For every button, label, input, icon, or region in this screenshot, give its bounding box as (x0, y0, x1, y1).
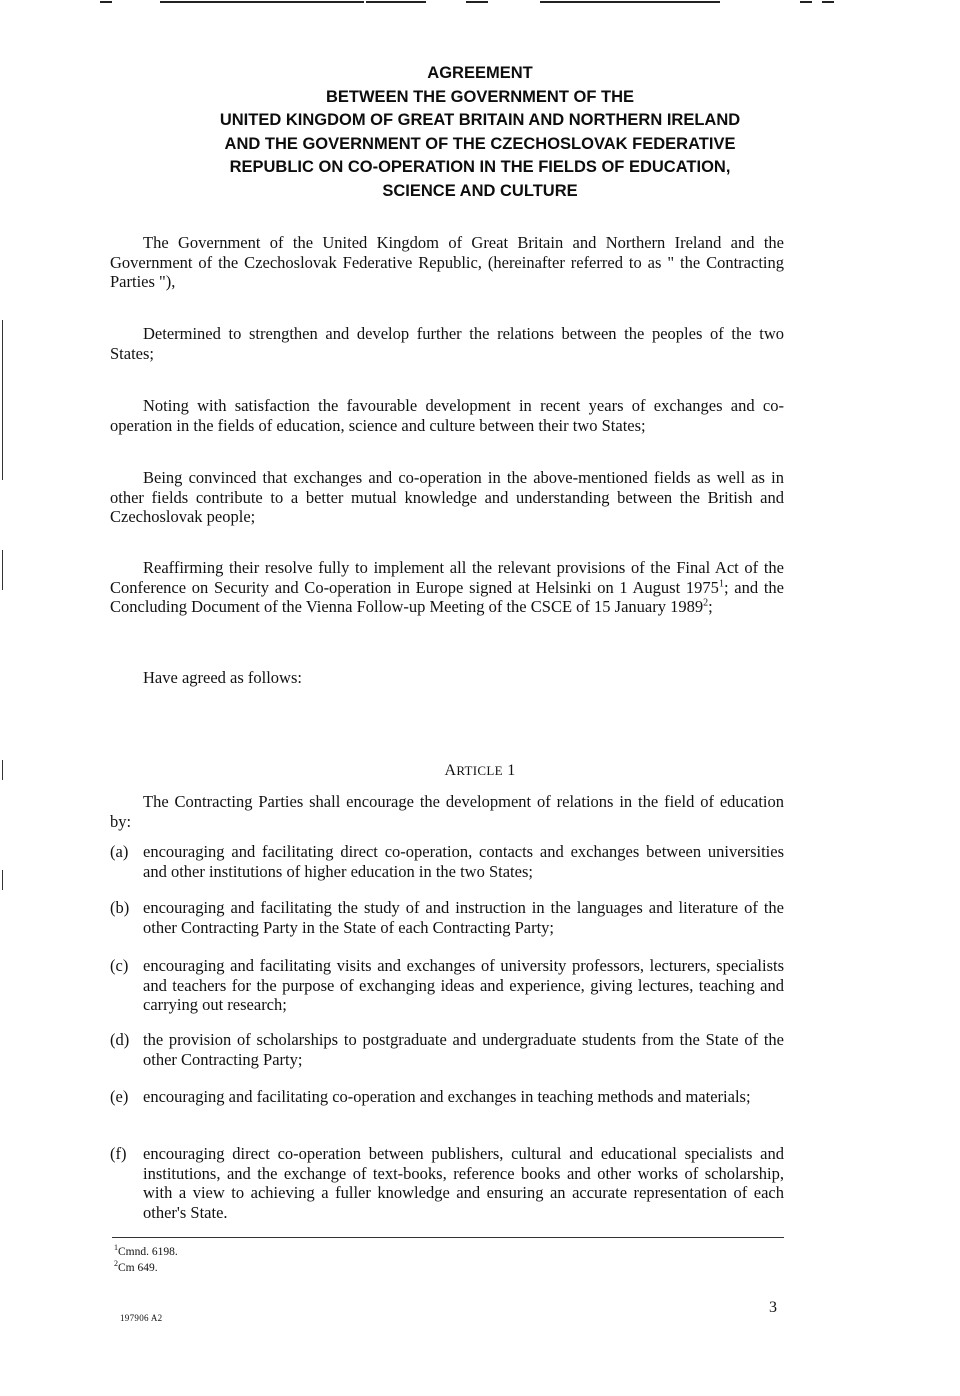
article-title: ARTICLE 1 (444, 762, 516, 779)
heading-line: UNITED KINGDOM OF GREAT BRITAIN AND NORTHERN IRELAND (219, 111, 741, 129)
preamble-paragraph-noting: Noting with satisfaction the favourable development in recent years of exchanges and co-operation in the fields of education, science and culture between their two States; (110, 396, 784, 435)
footnote-ref: 1 (718, 578, 724, 589)
heading-line: AGREEMENT (427, 64, 533, 82)
footnote-divider (112, 1237, 784, 1238)
heading-line: AND THE GOVERNMENT OF THE CZECHOSLOVAK FEDERATIVE (224, 134, 736, 153)
item-text: encouraging and facilitating direct co-operation, contacts and exchanges between universities and other institutions of higher education in the two States; (143, 842, 784, 881)
print-code: 197906 A2 (120, 1313, 163, 1323)
top-rule (540, 1, 720, 3)
item-text: the provision of scholarships to postgraduate and undergraduate students from the State of the other Contracting Party; (143, 1030, 784, 1069)
top-rule (800, 1, 812, 3)
top-rule (366, 1, 426, 3)
preamble-paragraph-reaffirming: Reaffirming their resolve fully to implement all the relevant provisions of the Final Act of the Conference on Security and Co-operation in Europe signed at Helsinki on 1 August 1975$^1$; and the Concluding Document of the Vienna Follow-up Meeting of the CSCE of 15 January 1989$^2$; (110, 558, 784, 616)
heading-line: REPUBLIC ON CO-OPERATION IN THE FIELDS OF EDUCATION, (229, 158, 731, 176)
item-label: (a) (110, 842, 129, 861)
preamble-paragraph-parties: The Government of the United Kingdom of Great Britain and Northern Ireland and the Government of the Czechoslovak Federative Republic, (hereinafter referred to as " the Contracting Parties "), (110, 233, 784, 291)
top-rule (100, 1, 112, 3)
article-intro: The Contracting Parties shall encourage the development of relations in the field of education by: (110, 792, 784, 831)
item-text: encouraging and facilitating co-operation and exchanges in teaching methods and materials; (143, 1087, 751, 1106)
margin-mark (2, 870, 3, 890)
margin-mark (2, 320, 3, 480)
item-label: (c) (110, 956, 129, 975)
margin-mark (2, 760, 3, 780)
top-rule (160, 1, 364, 3)
item-text: encouraging direct co-operation between publishers, cultural and educational specialists and institutions, and the exchange of text-books, reference books and other works of scholarship, with a view to achieving a fuller knowledge and ensuring an accurate representation of each other's State. (143, 1144, 784, 1222)
agreement-heading (110, 62, 850, 203)
item-label: (f) (110, 1144, 127, 1163)
footnote: $^2$Cm 649. (114, 1259, 158, 1274)
preamble-paragraph-agreed: Have agreed as follows: (143, 668, 302, 687)
item-label: (d) (110, 1030, 130, 1049)
item-label: (e) (110, 1087, 129, 1106)
heading-line: SCIENCE AND CULTURE (382, 181, 578, 200)
footnote: $^1$Cmnd. 6198. (114, 1243, 178, 1258)
top-rule (466, 1, 488, 3)
item-text: encouraging and facilitating visits and exchanges of university professors, lecturers, specialists and teachers for the purpose of exchanging ideas and experience, giving lectures, teaching and carrying out research; (143, 956, 784, 1014)
footnote-ref: 2 (703, 597, 709, 609)
item-text: encouraging and facilitating the study of and instruction in the languages and literature of the other Contracting Party in the State of each Contracting Party; (143, 898, 784, 937)
heading-line: BETWEEN THE GOVERNMENT OF THE (325, 87, 634, 106)
page-number: 3 (769, 1299, 777, 1316)
preamble-paragraph-determined: Determined to strengthen and develop further the relations between the peoples of the two States; (110, 324, 784, 363)
item-label: (b) (110, 898, 130, 917)
margin-mark (2, 550, 3, 590)
top-rule (822, 1, 834, 3)
preamble-paragraph-convinced: Being convinced that exchanges and co-operation in the above-mentioned fields as well as in other fields contribute to a better mutual knowledge and understanding between the British and Czechoslovak people; (110, 468, 784, 526)
